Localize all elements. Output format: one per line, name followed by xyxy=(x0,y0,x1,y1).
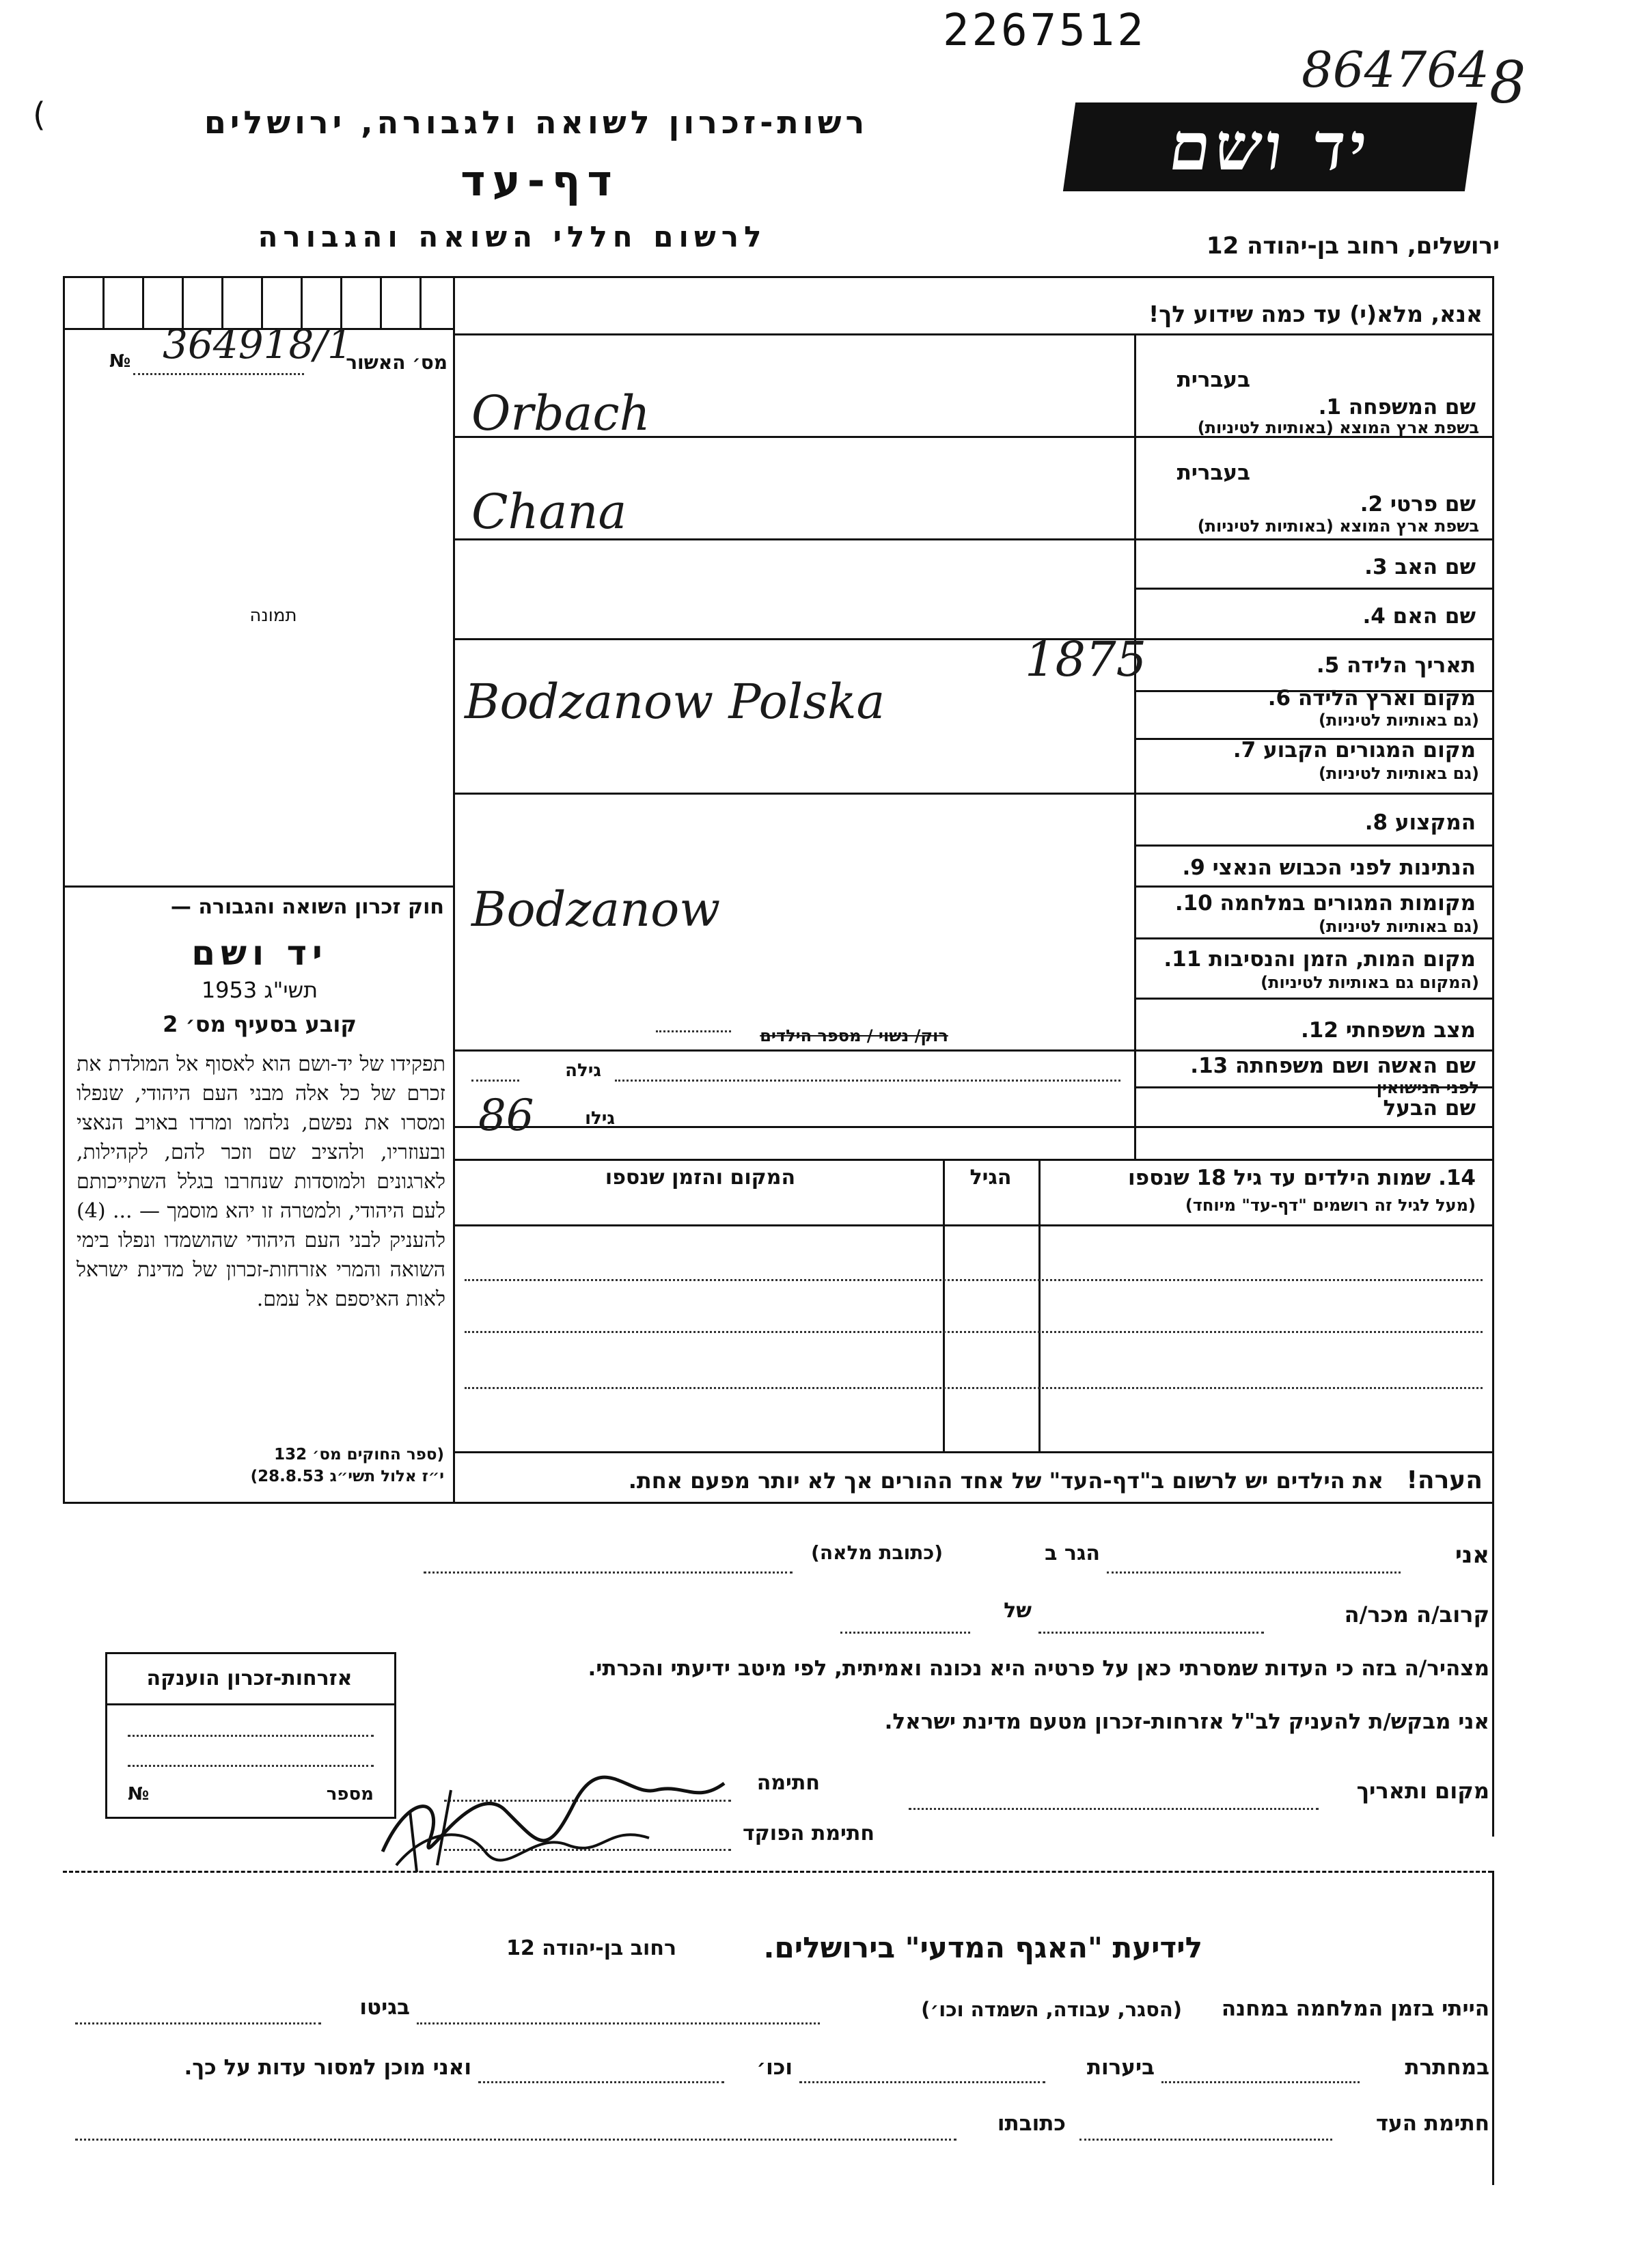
field-sub-death-place: (המקום גם באותיות לטיניות) xyxy=(1261,973,1479,992)
field-label-marital-status: מצב משפחתי 12. xyxy=(1300,1018,1476,1043)
law-body: תפקידו של יד-ושם הוא לאסוף אל המולדת את זכרם של כל אלה מבני העם היהודי, שנפלו ומסרו את נפשם, נלחמו ומרדו באויב הנאצי ובעוזריו, ולהציב שם וזכר להם, לקהילות, לארגונים ולמוסדות שנחרבו בגלל השתייכותם לעם היהודי, ולמטרה זו יהא מוסמך — ... (4) להעניק לבני העם היהודי שהושמדו ונפלו בימי השואה והמרי אזרחות-זכרון של מדינת ישראל לאות האיספם אל עמם. xyxy=(77,1052,445,1311)
declaration-lives-label: הגר ב xyxy=(1045,1541,1100,1565)
address: ירושלים, רחוב בן-יהודה 12 xyxy=(1206,232,1500,260)
note-body: את הילדים יש לרשום ב"דף-העד" של אחד ההורים אך לא יותר מפעם אחת. xyxy=(628,1468,1384,1494)
field-label-mother-name: שם האם 4. xyxy=(1362,604,1476,629)
note-label: הערה! xyxy=(1406,1466,1483,1494)
footer-line2-d: ואני מוכן למסור עדות על כך. xyxy=(184,2055,471,2080)
hebrew-tag-surname: בעברית xyxy=(1176,368,1250,392)
footer-witness-signature-label: חתימת העד xyxy=(1375,2111,1489,2136)
authority-name: רשות-זכרון לשואה ולגבורה, ירושלים xyxy=(204,104,869,141)
field-sub-wartime-residence: (גם באותיות לטיניות) xyxy=(1319,917,1479,936)
value-birth-place-latin[interactable]: Bodzanow Polska xyxy=(465,674,885,730)
approval-number-label: מס׳ האשור xyxy=(346,351,448,374)
officer-signature-label: חתימת הפוקד xyxy=(743,1822,875,1845)
field-label-birth-place: מקום וארץ הלידה 6. xyxy=(1267,686,1476,711)
certificate-number-sign: № xyxy=(128,1784,150,1804)
footer-line2-c: וכו׳ xyxy=(756,2055,793,2080)
certificate-title: אזרחות-זכרון הוענקה xyxy=(146,1666,353,1690)
signature-label: חתימה xyxy=(756,1771,820,1795)
document-title: דף-עד xyxy=(460,156,619,206)
law-clause: קובע בסעיף מס׳ 2 xyxy=(163,1011,357,1037)
handwritten-reference: 864764 xyxy=(1302,41,1489,98)
field-label-father-name: שם האב 3. xyxy=(1364,555,1476,579)
husband-age-label: גילו xyxy=(585,1108,615,1129)
yad-vashem-logo: יד ושם xyxy=(1063,102,1477,191)
corner-mark: ( xyxy=(33,96,46,134)
declaration-request: אני מבקש/ת להעניק לב"ל אזרחות-זכרון מטעם מדינת ישראל. xyxy=(884,1709,1489,1734)
signature-scribble xyxy=(369,1749,752,1879)
law-source: (ספר החוקים מס׳ 132 xyxy=(274,1446,444,1464)
footer-attention: לידיעת "האגף המדעי" בירושלים. xyxy=(763,1931,1202,1964)
value-surname-latin[interactable]: Orbach xyxy=(471,385,650,441)
field-label-nationality: הנתינות לפני הכבוש הנאצי 9. xyxy=(1182,855,1476,880)
certificate-number-label: מספר xyxy=(326,1784,374,1804)
law-year: תשי"ג 1953 xyxy=(201,977,318,1003)
law-title: חוק זכרון השואה והגבורה — xyxy=(170,895,444,919)
children-place-header: המקום והזמן שנספו xyxy=(605,1166,796,1190)
hebrew-tag-given: בעברית xyxy=(1176,461,1250,485)
field-label-birth-date: תאריך הלידה 5. xyxy=(1316,653,1476,678)
document-subtitle: לרשום חללי השואה והגבורה xyxy=(258,220,767,253)
note-text xyxy=(465,1466,1483,1494)
field-sub-birth-place: (גם באותיות לטיניות) xyxy=(1319,711,1479,730)
declaration-i-label: אני xyxy=(1455,1541,1489,1569)
approval-number-value: 364918/1 xyxy=(163,321,353,368)
marital-options: רוק/ נשוי / מספר הילדים xyxy=(760,1026,948,1045)
footer-line1-a: הייתי בזמן המלחמה במחנה xyxy=(1221,1996,1489,2021)
footer-address-label: כתובתו xyxy=(997,2111,1066,2136)
law-date: י״ז אלול תשי״ג 28.8.53) xyxy=(250,1468,444,1485)
field-label-husband-name: שם הבעל xyxy=(1383,1096,1476,1121)
footer-line2-b: ביערות xyxy=(1086,2055,1155,2080)
footer-line1-b: (הסגר, עבודה, השמדה וכו׳) xyxy=(921,1998,1182,2021)
law-name: יד ושם xyxy=(191,933,328,973)
place-date-label: מקום ותאריך xyxy=(1356,1778,1489,1804)
field-label-surname: שם המשפחה 1. xyxy=(1318,395,1476,420)
children-age-header: הגיל xyxy=(969,1166,1012,1190)
field-label-profession: המקצוע 8. xyxy=(1364,810,1476,835)
field-label-given-name: שם פרטי 2. xyxy=(1360,492,1476,517)
field-label-residence: מקום המגורים הקבוע 7. xyxy=(1233,738,1476,763)
relation-label: קרוב/ה מכר/ה xyxy=(1344,1602,1489,1628)
field-label-wife-name: שם האשה ושם משפחתה 13. xyxy=(1190,1054,1476,1078)
footer-street: רחוב בן-יהודה 12 xyxy=(506,1936,676,1960)
field-sub-given-name: בשפת ארץ המוצא (באותיות לטיניות) xyxy=(1197,517,1479,536)
field-sub-residence: (גם באותיות לטיניות) xyxy=(1319,764,1479,783)
archive-number: 2267512 xyxy=(943,5,1146,56)
certificate-box xyxy=(105,1652,396,1819)
children-label: 14. שמות הילדים עד גיל 18 שנספו xyxy=(1128,1166,1476,1190)
approval-number-sign: № xyxy=(109,351,131,372)
photo-label: תמונה xyxy=(249,605,297,626)
field-sub-wife-name: לפני הנישואין xyxy=(1376,1078,1479,1097)
value-given-name-latin[interactable]: Chana xyxy=(471,484,627,540)
form-intro: אנא, מלא(י) עד כמה שידוע לך! xyxy=(1148,301,1483,327)
value-birth-year[interactable]: 1875 xyxy=(1025,631,1147,687)
children-sub: (מעל לגיל זה רושמים "דף-עד" מיוחד) xyxy=(1185,1196,1476,1215)
value-wartime-place-latin[interactable]: Bodzanow xyxy=(471,881,721,937)
reference-digit: 8 xyxy=(1489,49,1526,116)
footer-line2-a: במחתרת xyxy=(1405,2055,1489,2080)
field-sub-surname: בשפת ארץ המוצא (באותיות לטיניות) xyxy=(1197,418,1479,437)
field-label-wartime-residence: מקומות המגורים במלחמה 10. xyxy=(1174,891,1476,916)
value-age[interactable]: 86 xyxy=(478,1090,534,1141)
declaration-address-hint: (כתובת מלאה) xyxy=(811,1541,943,1564)
field-label-death-place: מקום המות, הזמן והנסיבות 11. xyxy=(1164,947,1476,972)
relation-of-label: של xyxy=(1004,1599,1032,1623)
footer-line1-c: בגיטו xyxy=(359,1995,410,2020)
wife-age-label: גילה xyxy=(565,1060,601,1081)
declaration-statement: מצהיר/ה בזה כי העדות שמסרתי כאן על פרטיה היא נכונה ואמיתית, לפי מיטב ידיעתי והכרתי. xyxy=(588,1656,1489,1681)
